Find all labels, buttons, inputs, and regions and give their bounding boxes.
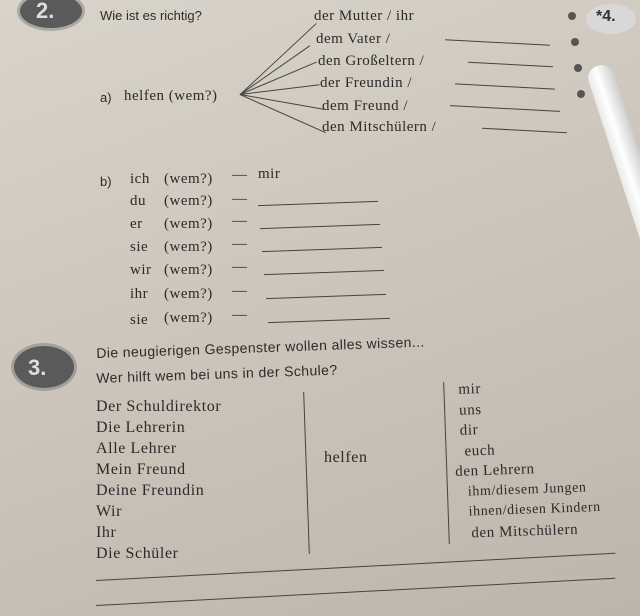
object: den Lehrern: [454, 461, 535, 480]
margin-dot: [577, 90, 585, 98]
dash: —: [232, 283, 248, 299]
dash: —: [232, 167, 248, 183]
question: (wem?): [164, 310, 213, 326]
fan-line: [240, 23, 317, 95]
subject: Wir: [96, 503, 123, 520]
subject: Alle Lehrer: [96, 440, 177, 457]
object: mir: [458, 380, 482, 398]
pronoun: ihr: [130, 286, 149, 302]
subjects-column: [96, 396, 221, 564]
part-a-stem: helfen (wem?): [124, 88, 218, 104]
pronoun: er: [130, 216, 143, 232]
option-6: den Mitschülern /: [322, 119, 437, 135]
exercise-3-line-2: Wer hilft wem bei uns in der Schule?: [96, 361, 338, 386]
fan-line: [240, 94, 326, 133]
object: euch: [464, 442, 496, 460]
answer-blank[interactable]: [264, 270, 384, 275]
exercise-3-line-1: Die neugierigen Gespenster wollen alles wissen...: [96, 333, 425, 361]
column-divider: [443, 382, 450, 544]
margin-dot: [574, 64, 582, 72]
fan-line: [240, 94, 324, 110]
dash: —: [232, 236, 248, 252]
subject: Deine Freundin: [96, 482, 205, 499]
column-divider: [303, 392, 310, 554]
option-4: der Freundin /: [320, 75, 412, 91]
object: ihm/diesem Jungen: [467, 479, 587, 500]
option-2: dem Vater /: [316, 31, 391, 47]
option-3: den Großeltern /: [318, 53, 425, 69]
subject: Mein Freund: [96, 461, 186, 478]
question: (wem?): [164, 286, 213, 302]
object: uns: [458, 401, 482, 419]
object: den Mitschülern: [471, 521, 579, 541]
pronoun: sie: [130, 239, 149, 255]
answer-blank[interactable]: [445, 39, 550, 45]
dash: —: [232, 191, 248, 207]
part-a-label: a): [100, 90, 112, 105]
pronoun: du: [130, 193, 146, 209]
dash: —: [232, 213, 248, 229]
question: (wem?): [164, 193, 213, 209]
pronoun: ich: [130, 171, 150, 187]
writing-line[interactable]: [96, 578, 615, 606]
exercise-2-prompt: Wie ist es richtig?: [100, 8, 202, 23]
verb: helfen: [324, 449, 368, 466]
option-1: der Mutter / ihr: [314, 8, 415, 24]
answer: mir: [258, 166, 281, 182]
answer-blank[interactable]: [262, 247, 382, 252]
answer-blank[interactable]: [455, 83, 555, 89]
answer-blank[interactable]: [266, 294, 386, 299]
subject: Ihr: [96, 524, 117, 541]
answer-blank[interactable]: [482, 128, 567, 133]
subject: Die Schüler: [96, 545, 179, 562]
corner-mark: *4.: [596, 8, 616, 25]
question: (wem?): [164, 171, 213, 187]
object: ihnen/diesen Kindern: [468, 499, 601, 520]
part-b-label: b): [100, 174, 112, 189]
question: (wem?): [164, 262, 213, 278]
pronoun: sie: [130, 312, 149, 328]
subject: Der Schuldirektor: [96, 398, 222, 415]
exercise-2-number: 2.: [36, 0, 55, 23]
objects-column: [452, 375, 602, 544]
answer-blank[interactable]: [468, 62, 553, 67]
margin-dot: [571, 38, 579, 46]
exercise-3-number: 3.: [28, 355, 47, 380]
margin-dot: [568, 12, 576, 20]
answer-blank[interactable]: [260, 224, 380, 229]
subject: Die Lehrerin: [96, 419, 186, 436]
answer-blank[interactable]: [450, 105, 560, 112]
dash: —: [232, 259, 248, 275]
answer-blank[interactable]: [258, 201, 378, 206]
answer-blank[interactable]: [268, 318, 390, 323]
question: (wem?): [164, 216, 213, 232]
option-5: dem Freund /: [322, 98, 408, 114]
dash: —: [232, 307, 248, 323]
question: (wem?): [164, 239, 213, 255]
pronoun: wir: [130, 262, 152, 278]
object: dir: [459, 422, 479, 439]
